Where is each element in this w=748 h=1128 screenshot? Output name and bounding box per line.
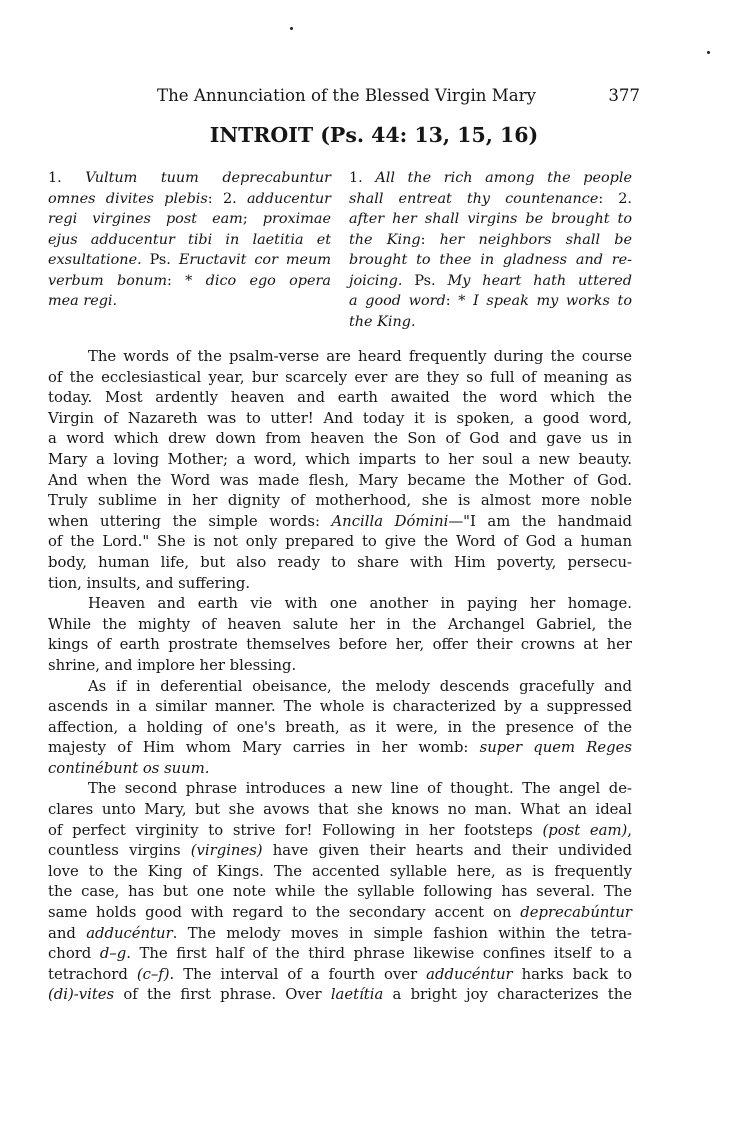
- body-line: countless virgins (virgines) have given their hearts and their undivided: [48, 842, 632, 860]
- english-line: the King: her neighbors shall be: [349, 231, 632, 248]
- body-line: kings of earth prostrate themselves before her, offer their crowns at her: [48, 636, 632, 654]
- english-text-column: [349, 168, 632, 332]
- body-line: Heaven and earth vie with one another in paying her homage.: [88, 595, 632, 613]
- body-line: tetrachord (c–f). The interval of a fourth over adducéntur harks back to: [48, 965, 632, 983]
- english-line: after her shall virgins be brought to: [349, 211, 632, 227]
- body-line: tion, insults, and suffering.: [48, 574, 251, 592]
- body-line: As if in deferential obeisance, the melody descends gracefully and: [88, 677, 632, 695]
- body-line: the case, has but one note while the syllable following has several. The: [48, 883, 632, 901]
- body-line: (di)-vites of the first phrase. Over laetítia a bright joy characterizes the: [48, 986, 632, 1004]
- body-line: chord d–g. The first half of the third phrase likewise confines itself to a: [48, 945, 632, 963]
- english-line: brought to thee in gladness and re-: [349, 252, 632, 268]
- body-line: Truly sublime in her dignity of motherhood, she is almost more noble: [48, 492, 632, 510]
- body-line: The words of the psalm-verse are heard frequently during the course: [88, 348, 632, 365]
- body-line: love to the King of Kings. The accented syllable here, as is frequently: [48, 862, 632, 880]
- body-line: a word which drew down from heaven the Son of God and gave us in: [48, 430, 632, 448]
- body-line: While the mighty of heaven salute her in the Archangel Gabriel, the: [48, 615, 632, 633]
- english-line: a good word: * I speak my works to: [349, 293, 632, 309]
- body-line: clares unto Mary, but she avows that she knows no man. What an ideal: [48, 801, 632, 819]
- body-line: of perfect virginity to strive for! Following in her footsteps (post eam),: [48, 821, 632, 839]
- latin-line: verbum bonum: * dico ego opera: [48, 272, 331, 289]
- body-line: today. Most ardently heaven and earth awaited the word which the: [48, 389, 632, 407]
- english-line: the King.: [349, 313, 416, 330]
- english-line: 1. All the rich among the people: [349, 170, 632, 186]
- latin-line: mea regi.: [48, 293, 118, 309]
- body-line: and adducéntur. The melody moves in simple fashion within the tetra-: [48, 924, 632, 942]
- ink-speck: [290, 27, 293, 30]
- latin-line: exsultatione. Ps. Eructavit cor meum: [48, 252, 331, 268]
- body-line: continébunt os suum.: [48, 759, 210, 777]
- latin-text-column: [48, 168, 331, 312]
- body-line: same holds good with regard to the secondary accent on deprecabúntur: [48, 904, 632, 922]
- body-line: when uttering the simple words: Ancilla Dómini—"I am the handmaid: [48, 512, 632, 530]
- body-line: body, human life, but also ready to share with Him poverty, persecu-: [48, 553, 632, 571]
- body-line: shrine, and implore her blessing.: [48, 656, 297, 674]
- latin-line: 1. Vultum tuum deprecabuntur: [48, 170, 331, 186]
- running-title: The Annunciation of the Blessed Virgin Mary: [157, 86, 536, 105]
- body-line: majesty of Him whom Mary carries in her womb: super quem Reges: [48, 739, 633, 757]
- ink-speck: [707, 51, 710, 54]
- english-line: shall entreat thy countenance: 2.: [349, 190, 633, 207]
- body-line: of the Lord." She is not only prepared to give the Word of God a human: [48, 533, 632, 551]
- latin-line: regi virgines post eam; proximae: [48, 211, 331, 227]
- latin-line: ejus adducentur tibi in laetitia et: [48, 231, 331, 248]
- body-line: affection, a holding of one's breath, as it were, in the presence of the: [48, 718, 632, 736]
- latin-line: omnes divites plebis: 2. adducentur: [48, 190, 331, 207]
- commentary-body: [48, 347, 632, 1006]
- running-header: [157, 86, 640, 106]
- body-line: Virgin of Nazareth was to utter! And today it is spoken, a good word,: [48, 409, 632, 427]
- body-line: ascends in a similar manner. The whole is characterized by a suppressed: [48, 698, 632, 716]
- page-number: 377: [608, 86, 640, 105]
- body-line: of the ecclesiastical year, bur scarcely ever are they so full of meaning as: [48, 368, 632, 386]
- body-line: Mary a loving Mother; a word, which imparts to her soul a new beauty.: [48, 450, 632, 468]
- english-line: joicing. Ps. My heart hath uttered: [349, 272, 632, 289]
- section-title: INTROIT (Ps. 44: 13, 15, 16): [209, 123, 539, 147]
- body-line: The second phrase introduces a new line of thought. The angel de-: [88, 780, 632, 798]
- body-line: And when the Word was made flesh, Mary became the Mother of God.: [48, 471, 632, 489]
